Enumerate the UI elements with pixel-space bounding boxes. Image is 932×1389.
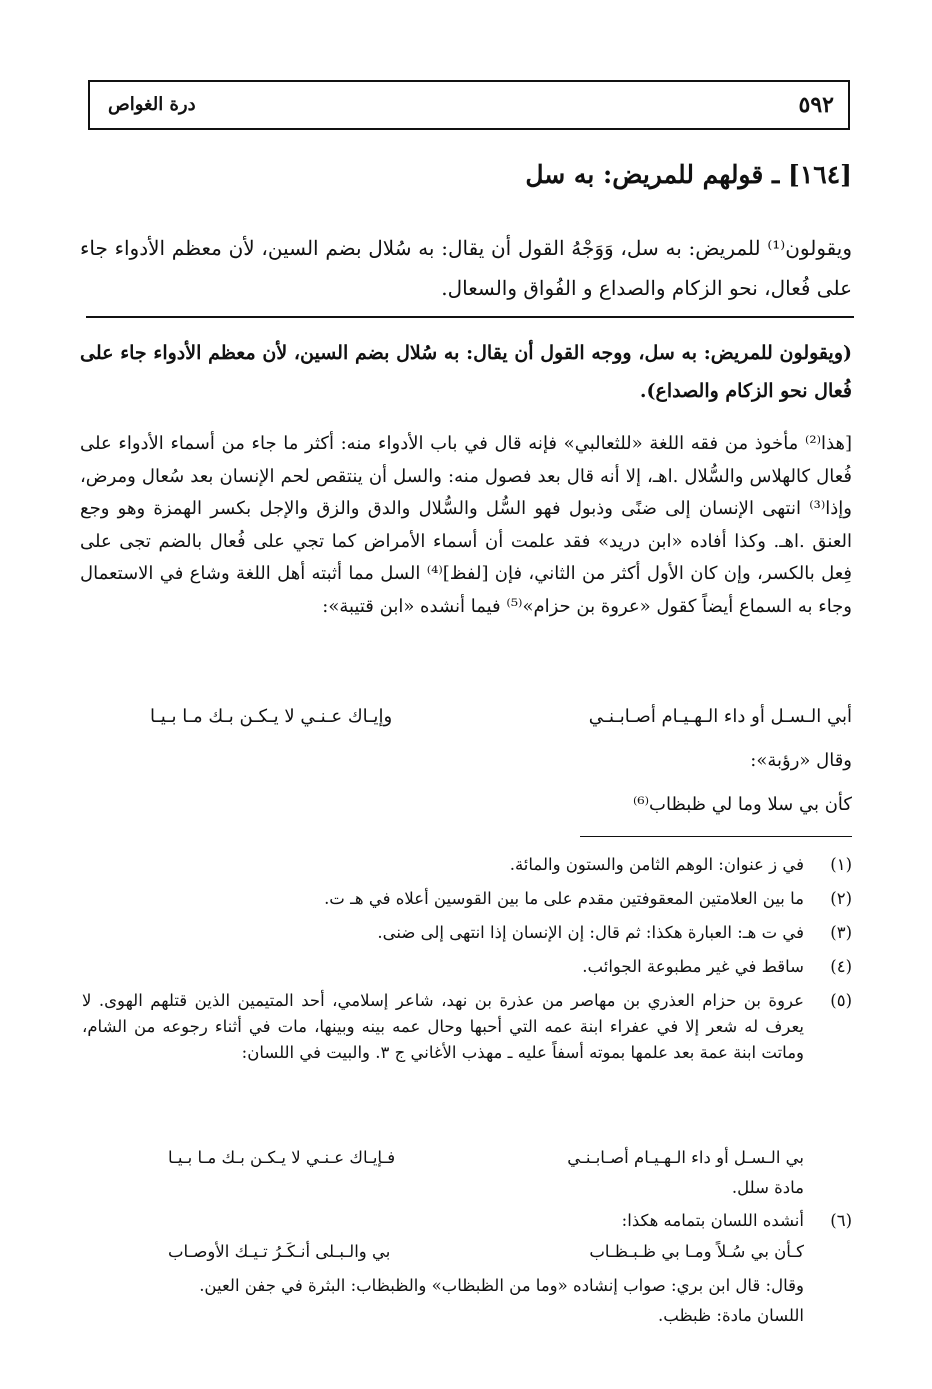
- footnote-text: في ز عنوان: الوهم الثامن والستون والمائة.: [509, 855, 804, 874]
- running-title: درة الغواص: [108, 94, 196, 115]
- footnote-number: (٦): [830, 1211, 852, 1230]
- verse1-first-hemistich: أبي الـسـل أو داء الـهـيـام أصـابـنـي: [588, 706, 852, 727]
- footnote6-verse-second: بي والـبـلى أنـكَـرُ تـيـك الأوصـاب: [168, 1242, 391, 1261]
- footnote-number: (٤): [830, 957, 852, 976]
- page-header: [88, 80, 850, 130]
- separator-rule: [86, 316, 854, 318]
- footnote5-verse-second: فـإيـاك عـنـي لا يـكـن بـك مـا بـيـا: [168, 1148, 396, 1167]
- footnote-text: في ت هـ: العبارة هكذا: ثم قال: إن الإنسان إذا انتهى إلى ضنى.: [377, 923, 804, 942]
- footnote6-source: اللسان مادة: ظبظب.: [658, 1306, 804, 1325]
- main-paragraph: ويقولون⁽¹⁾ للمريض: به سل، وَوَجْهُ القول أن يقال: به سُلال بضم السين، لأن معظم الأدواء جاء على فُعال، نحو الزكام والصداع و الفُواق والسعال.: [80, 236, 852, 300]
- footnote-number: (١): [830, 855, 852, 874]
- footnote-number: (٣): [830, 923, 852, 942]
- verse2: كأن بي سلا وما لي ظبظاب⁽⁶⁾: [632, 794, 852, 815]
- footnote-separator: [580, 836, 852, 837]
- footnote-number: (٢): [830, 889, 852, 908]
- footnote-text: أنشده اللسان بتمامه هكذا:: [621, 1211, 804, 1230]
- footnote5-verse-first: بي الـسـل أو داء الـهـيـام أصـابـنـي: [567, 1148, 804, 1167]
- page-number: ٥٩٢: [798, 92, 834, 118]
- bold-quotation: (ويقولون للمريض: به سل، ووجه القول أن يقال: به سُلال بضم السين، لأن معظم الأدواء جاء على فُعال نحو الزكام والصداع).: [80, 342, 852, 402]
- footnote-text: عروة بن حزام العذري بن مهاصر من عذرة بن نهد، شاعر إسلامي، أحد المتيمين الذين قتلهم الهوى. لا يعرف له شعر إلا في عفراء ابنة عمه التي أحبها وحال عمه بينه وبينها، مات في أثناء رجوعه من الشام، وماتت ابنة عمة بعد علمها بموته أسفاً عليه ـ مهذب الأغاني ج ٣. والبيت في اللسان:: [82, 991, 804, 1062]
- raja-intro: وقال «رؤبة»:: [750, 750, 852, 771]
- footnote5-source: مادة سلل.: [731, 1178, 804, 1197]
- footnote6-verse-first: كـأن بي سُـلاً ومـا بي ظـبـظـاب: [589, 1242, 804, 1261]
- commentary-paragraph: [هذا⁽²⁾ مأخوذ من فقه اللغة «للثعالبي» فإنه قال في باب الأدواء منه: أكثر ما جاء من أسماء الأدواء على فُعال كالهلاس والسُّلال .اهـ، إلا أنه قال بعد فصول منه: والسل أن ينتقص لحم الإنسان بعد سُعال ومرض، وإذا⁽³⁾ انتهى الإنسان إلى ضنًى وذبول فهو السُّل والسُّلال والدق والزق والإجل بكسر الهمزة وهو وجع العنق .اهـ. وكذا أفاده «ابن دريد» فقد علمت أن أسماء الأمراض كما تجي على فُعال بالضم تجى على فِعل بالكسر، وإن كان الأول أكثر من الثاني، فإن [لفظ]⁽⁴⁾ السل مما أثبته أهل اللغة وشاع في الاستعمال وجاء به السماع أيضاً كقول «عروة بن حزام»⁽⁵⁾ فيما أنشده «ابن قتيبة»:: [80, 433, 852, 617]
- verse1-second-hemistich: وإيـاك عـنـي لا يـكـن بـك مـا بـيـا: [150, 706, 393, 727]
- footnote6-note: وقال: قال ابن بري: صواب إنشاده «وما من الظبظاب» والظبظاب: البثرة في جفن العين.: [199, 1276, 804, 1295]
- footnote-text: ما بين العلامتين المعقوفتين مقدم على ما بين القوسين أعلاه في هـ ت.: [324, 889, 804, 908]
- footnote-number: (٥): [830, 991, 852, 1010]
- footnote-text: ساقط في غير مطبوعة الجوائب.: [582, 957, 804, 976]
- section-heading: [١٦٤] ـ قولهم للمريض: به سل: [525, 160, 852, 189]
